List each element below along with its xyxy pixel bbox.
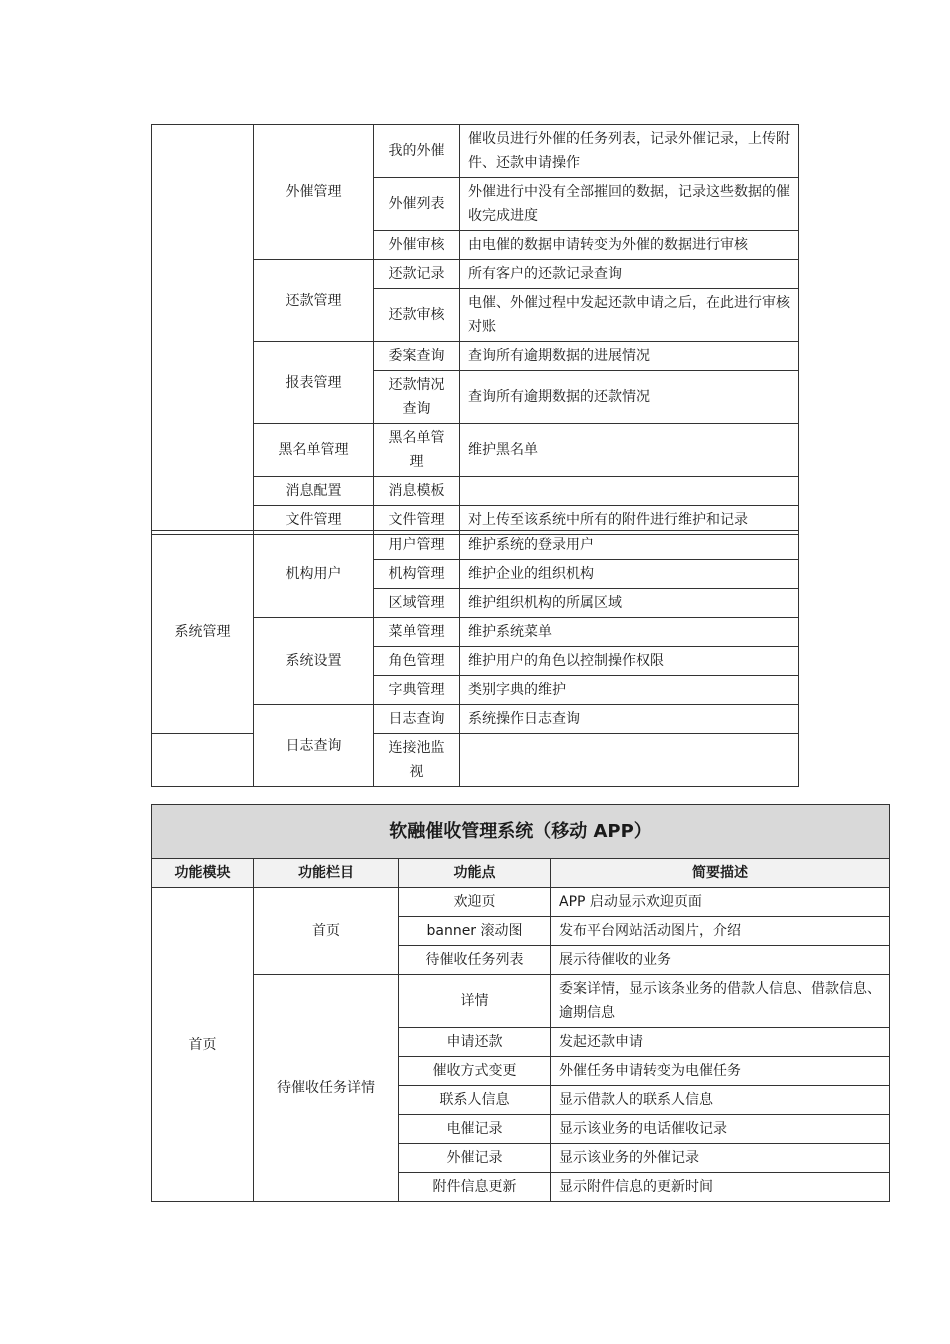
module-cell: 黑名单管理	[254, 424, 374, 477]
module-cell: 机构用户	[254, 531, 374, 618]
module-cell: 还款管理	[254, 260, 374, 342]
desc-cell: 发起还款申请	[551, 1028, 890, 1057]
table-title-row	[152, 805, 890, 859]
table-row	[152, 734, 799, 787]
point-cell: 联系人信息	[399, 1086, 551, 1115]
feature-cell: 还款审核	[374, 289, 460, 342]
point-cell: 欢迎页	[399, 888, 551, 917]
feature-cell: 区域管理	[374, 589, 460, 618]
module-cell: 外催管理	[254, 125, 374, 260]
module-cell: 文件管理	[254, 506, 374, 535]
table-row	[152, 975, 890, 1028]
group-cell-empty	[152, 734, 254, 787]
feature-cell: 日志查询	[374, 705, 460, 734]
module-cell: 消息配置	[254, 477, 374, 506]
point-cell: 附件信息更新	[399, 1173, 551, 1202]
column-cell: 首页	[254, 888, 399, 975]
table-row	[152, 125, 799, 178]
group-cell: 系统管理	[152, 531, 254, 734]
desc-cell: 显示该业务的电话催收记录	[551, 1115, 890, 1144]
header-desc: 简要描述	[551, 859, 890, 888]
module-cell: 系统设置	[254, 618, 374, 705]
desc-cell: 显示借款人的联系人信息	[551, 1086, 890, 1115]
desc-cell: 电催、外催过程中发起还款申请之后，在此进行审核对账	[460, 289, 799, 342]
feature-table-continued	[151, 124, 799, 535]
feature-cell: 机构管理	[374, 560, 460, 589]
table-row	[152, 531, 799, 560]
table-title: 软融催收管理系统（移动 APP）	[152, 805, 890, 859]
desc-cell: 发布平台网站活动图片，介绍	[551, 917, 890, 946]
table-row	[152, 888, 890, 917]
feature-cell: 用户管理	[374, 531, 460, 560]
column-cell: 待催收任务详情	[254, 975, 399, 1202]
module-cell: 日志查询	[254, 705, 374, 787]
desc-cell: 维护系统菜单	[460, 618, 799, 647]
feature-cell: 黑名单管理	[374, 424, 460, 477]
desc-cell: 系统操作日志查询	[460, 705, 799, 734]
point-cell: 待催收任务列表	[399, 946, 551, 975]
desc-cell: 查询所有逾期数据的进展情况	[460, 342, 799, 371]
desc-cell	[460, 477, 799, 506]
point-cell: 电催记录	[399, 1115, 551, 1144]
desc-cell: 查询所有逾期数据的还款情况	[460, 371, 799, 424]
system-management-table	[151, 530, 799, 787]
desc-cell: 委案详情，显示该条业务的借款人信息、借款信息、逾期信息	[551, 975, 890, 1028]
desc-cell: 维护企业的组织机构	[460, 560, 799, 589]
desc-cell: 维护组织机构的所属区域	[460, 589, 799, 618]
desc-cell: 外催任务申请转变为电催任务	[551, 1057, 890, 1086]
point-cell: 详情	[399, 975, 551, 1028]
desc-cell: 催收员进行外催的任务列表，记录外催记录，上传附件、还款申请操作	[460, 125, 799, 178]
group-cell-empty	[152, 125, 254, 535]
desc-cell: 对上传至该系统中所有的附件进行维护和记录	[460, 506, 799, 535]
feature-cell: 外催审核	[374, 231, 460, 260]
module-cell: 报表管理	[254, 342, 374, 424]
feature-cell: 还款记录	[374, 260, 460, 289]
feature-cell: 文件管理	[374, 506, 460, 535]
desc-cell: 展示待催收的业务	[551, 946, 890, 975]
feature-cell: 角色管理	[374, 647, 460, 676]
feature-cell: 委案查询	[374, 342, 460, 371]
desc-cell: 外催进行中没有全部摧回的数据，记录这些数据的催收完成进度	[460, 178, 799, 231]
header-column: 功能栏目	[254, 859, 399, 888]
header-module: 功能模块	[152, 859, 254, 888]
table-header-row	[152, 859, 890, 888]
feature-cell: 字典管理	[374, 676, 460, 705]
group-cell: 首页	[152, 888, 254, 1202]
desc-cell: 维护黑名单	[460, 424, 799, 477]
header-point: 功能点	[399, 859, 551, 888]
point-cell: 催收方式变更	[399, 1057, 551, 1086]
mobile-app-table	[151, 804, 890, 1202]
feature-cell: 外催列表	[374, 178, 460, 231]
point-cell: 申请还款	[399, 1028, 551, 1057]
desc-cell: 显示附件信息的更新时间	[551, 1173, 890, 1202]
feature-cell: 消息模板	[374, 477, 460, 506]
desc-cell: 所有客户的还款记录查询	[460, 260, 799, 289]
desc-cell: 维护系统的登录用户	[460, 531, 799, 560]
feature-cell: 还款情况查询	[374, 371, 460, 424]
desc-cell: 由电催的数据申请转变为外催的数据进行审核	[460, 231, 799, 260]
desc-cell	[460, 734, 799, 787]
desc-cell: 显示该业务的外催记录	[551, 1144, 890, 1173]
feature-cell: 菜单管理	[374, 618, 460, 647]
desc-cell: 类别字典的维护	[460, 676, 799, 705]
desc-cell: APP 启动显示欢迎页面	[551, 888, 890, 917]
point-cell: banner 滚动图	[399, 917, 551, 946]
feature-cell: 连接池监视	[374, 734, 460, 787]
point-cell: 外催记录	[399, 1144, 551, 1173]
feature-cell: 我的外催	[374, 125, 460, 178]
desc-cell: 维护用户的角色以控制操作权限	[460, 647, 799, 676]
